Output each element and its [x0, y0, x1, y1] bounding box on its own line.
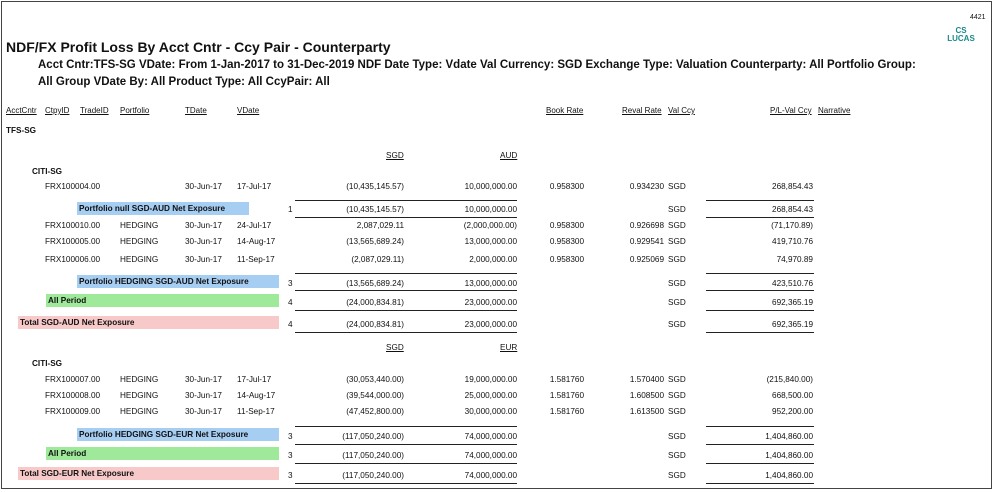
- col-header-reval-rate: Reval Rate: [622, 106, 662, 115]
- subtotal-amount-ccy1: (117,050,240.00): [342, 432, 404, 441]
- subtotal-rule: [706, 290, 814, 291]
- trade-id: FRX100004.00: [45, 182, 101, 191]
- counterparty-label: CITI-SG: [32, 359, 63, 368]
- all-period-amount-ccy2: 23,000,000.00: [464, 298, 517, 307]
- subtotal-label: Portfolio HEDGING SGD-AUD Net Exposure: [79, 277, 249, 286]
- amount-ccy1: (10,435,145.57): [346, 182, 404, 191]
- ccy2-header: AUD: [500, 151, 518, 160]
- val-ccy: SGD: [668, 391, 686, 400]
- total-pl: 692,365.19: [772, 320, 813, 329]
- total-amount-ccy2: 23,000,000.00: [464, 320, 517, 329]
- value-date: 11-Sep-17: [237, 255, 275, 264]
- trade-id: FRX100006.00: [45, 255, 101, 264]
- all-period-val-ccy: SGD: [668, 451, 686, 460]
- subtotal-val-ccy: SGD: [668, 279, 686, 288]
- col-header-acctcntr: AcctCntr: [6, 106, 37, 115]
- subtotal-pl: 423,510.76: [772, 279, 813, 288]
- amount-ccy1: (39,544,000.00): [346, 391, 404, 400]
- counterparty-label: CITI-SG: [32, 167, 63, 176]
- logo-line1: CS: [955, 26, 967, 35]
- logo-line2: LUCAS: [947, 34, 975, 43]
- subtotal-pl: 268,854.43: [772, 205, 813, 214]
- reval-rate: 0.934230: [629, 182, 664, 191]
- subtotal-amount-ccy1: (13,565,689.24): [346, 279, 404, 288]
- amount-ccy2: (2,000,000.00): [463, 221, 517, 230]
- all-period-val-ccy: SGD: [668, 298, 686, 307]
- page-number: 4421: [970, 14, 986, 21]
- val-ccy: SGD: [668, 255, 686, 264]
- all-period-pl: 692,365.19: [772, 298, 813, 307]
- all-period-label: All Period: [48, 449, 87, 458]
- reval-rate: 0.926698: [629, 221, 664, 230]
- value-date: 14-Aug-17: [237, 237, 276, 246]
- amount-ccy2: 19,000,000.00: [464, 375, 517, 384]
- reval-rate: 1.608500: [629, 391, 664, 400]
- company-logo: [942, 27, 980, 43]
- report-subtitle-line1: Acct Cntr:TFS-SG VDate: From 1-Jan-2017 to 31-Dec-2019 NDF Date Type: Vdate Val Currency: SGD Exchange Type: Valuation Counterparty: All Portfolio Group:: [38, 59, 916, 71]
- subtotal-rule: [706, 483, 814, 484]
- col-header-narrative: Narrative: [818, 106, 851, 115]
- reval-rate: 1.613500: [629, 407, 664, 416]
- subtotal-count: 1: [288, 205, 293, 214]
- portfolio: HEDGING: [120, 221, 159, 230]
- trade-date: 30-Jun-17: [185, 182, 222, 191]
- subtotal-rule: [295, 332, 517, 333]
- amount-ccy1: (30,053,440.00): [346, 375, 404, 384]
- trade-id: FRX100005.00: [45, 237, 101, 246]
- subtotal-rule: [706, 332, 814, 333]
- amount-ccy1: (2,087,029.11): [351, 255, 404, 264]
- report-subtitle-line2: All Group VDate By: All Product Type: All CcyPair: All: [38, 76, 330, 88]
- subtotal-amount-ccy1: (10,435,145.57): [346, 205, 404, 214]
- col-header-tradeid: TradeID: [80, 106, 109, 115]
- pl-value: 952,200.00: [772, 407, 813, 416]
- col-header-ctpyid: CtpyID: [45, 106, 70, 115]
- total-label: Total SGD-AUD Net Exposure: [20, 318, 135, 327]
- subtotal-rule: [706, 273, 814, 274]
- subtotal-amount-ccy2: 13,000,000.00: [464, 279, 517, 288]
- trade-id: FRX100007.00: [45, 375, 101, 384]
- subtotal-rule: [295, 217, 517, 218]
- ccy2-header: EUR: [500, 343, 518, 352]
- book-rate: 1.581760: [549, 375, 584, 384]
- amount-ccy1: (13,565,689.24): [346, 237, 404, 246]
- value-date: 11-Sep-17: [237, 407, 275, 416]
- all-period-label: All Period: [48, 296, 87, 305]
- col-header-val-ccy: Val Ccy: [668, 106, 695, 115]
- total-amount-ccy1: (117,050,240.00): [342, 471, 404, 480]
- val-ccy: SGD: [668, 182, 686, 191]
- amount-ccy1: (47,452,800.00): [346, 407, 404, 416]
- subtotal-rule: [706, 200, 814, 201]
- trade-date: 30-Jun-17: [185, 391, 222, 400]
- amount-ccy2: 30,000,000.00: [464, 407, 517, 416]
- subtotal-rule: [706, 463, 814, 464]
- reval-rate: 1.570400: [629, 375, 664, 384]
- reval-rate: 0.929541: [629, 237, 664, 246]
- trade-date: 30-Jun-17: [185, 237, 222, 246]
- trade-date: 30-Jun-17: [185, 221, 222, 230]
- subtotal-rule: [706, 426, 814, 427]
- reval-rate: 0.925069: [629, 255, 664, 264]
- subtotal-label: Portfolio HEDGING SGD-EUR Net Exposure: [79, 430, 249, 439]
- portfolio: HEDGING: [120, 391, 159, 400]
- amount-ccy2: 25,000,000.00: [464, 391, 517, 400]
- subtotal-rule: [295, 444, 517, 445]
- total-count: 3: [288, 471, 293, 480]
- col-header-vdate: VDate: [237, 106, 260, 115]
- subtotal-rule: [295, 273, 517, 274]
- subtotal-val-ccy: SGD: [668, 205, 686, 214]
- subtotal-count: 3: [288, 279, 293, 288]
- book-rate: 1.581760: [549, 407, 584, 416]
- report-title: NDF/FX Profit Loss By Acct Cntr - Ccy Pair - Counterparty: [6, 39, 391, 55]
- col-header-portfolio: Portfolio: [120, 106, 150, 115]
- subtotal-rule: [295, 426, 517, 427]
- trade-date: 30-Jun-17: [185, 407, 222, 416]
- col-header-tdate: TDate: [185, 106, 207, 115]
- trade-id: FRX100009.00: [45, 407, 101, 416]
- portfolio: HEDGING: [120, 237, 159, 246]
- all-period-count: 4: [288, 298, 293, 307]
- acct-cntr-label: TFS-SG: [6, 126, 37, 135]
- subtotal-amount-ccy2: 10,000,000.00: [464, 205, 517, 214]
- pl-value: (215,840.00): [766, 375, 813, 384]
- value-date: 24-Jul-17: [237, 221, 272, 230]
- subtotal-rule: [295, 483, 517, 484]
- portfolio: HEDGING: [120, 407, 159, 416]
- portfolio: HEDGING: [120, 375, 159, 384]
- pl-value: 74,970.89: [776, 255, 813, 264]
- subtotal-rule: [295, 290, 517, 291]
- all-period-count: 3: [288, 451, 293, 460]
- pl-value: (71,170.89): [771, 221, 813, 230]
- total-val-ccy: SGD: [668, 471, 686, 480]
- book-rate: 0.958300: [549, 221, 584, 230]
- val-ccy: SGD: [668, 407, 686, 416]
- subtotal-pl: 1,404,860.00: [765, 432, 813, 441]
- book-rate: 0.958300: [549, 237, 584, 246]
- value-date: 14-Aug-17: [237, 391, 276, 400]
- total-amount-ccy1: (24,000,834.81): [346, 320, 404, 329]
- book-rate: 1.581760: [549, 391, 584, 400]
- book-rate: 0.958300: [549, 182, 584, 191]
- trade-id: FRX100008.00: [45, 391, 101, 400]
- total-val-ccy: SGD: [668, 320, 686, 329]
- col-header-book-rate: Book Rate: [546, 106, 584, 115]
- total-amount-ccy2: 74,000,000.00: [464, 471, 517, 480]
- val-ccy: SGD: [668, 375, 686, 384]
- subtotal-rule: [706, 444, 814, 445]
- amount-ccy2: 2,000,000.00: [469, 255, 517, 264]
- trade-date: 30-Jun-17: [185, 255, 222, 264]
- all-period-amount-ccy2: 74,000,000.00: [464, 451, 517, 460]
- all-period-pl: 1,404,860.00: [765, 451, 813, 460]
- subtotal-rule: [706, 217, 814, 218]
- all-period-amount-ccy1: (24,000,834.81): [346, 298, 404, 307]
- subtotal-rule: [295, 310, 517, 311]
- total-label: Total SGD-EUR Net Exposure: [20, 469, 135, 478]
- pl-value: 268,854.43: [772, 182, 813, 191]
- amount-ccy1: 2,087,029.11: [356, 221, 404, 230]
- value-date: 17-Jul-17: [237, 182, 272, 191]
- subtotal-val-ccy: SGD: [668, 432, 686, 441]
- col-header-pl-val-ccy: P/L-Val Ccy: [770, 106, 812, 115]
- book-rate: 0.958300: [549, 255, 584, 264]
- pl-value: 419,710.76: [772, 237, 813, 246]
- amount-ccy2: 13,000,000.00: [464, 237, 517, 246]
- value-date: 17-Jul-17: [237, 375, 272, 384]
- portfolio: HEDGING: [120, 255, 159, 264]
- trade-id: FRX100010.00: [45, 221, 101, 230]
- val-ccy: SGD: [668, 221, 686, 230]
- total-pl: 1,404,860.00: [765, 471, 813, 480]
- subtotal-label: Portfolio null SGD-AUD Net Exposure: [79, 204, 226, 213]
- subtotal-rule: [295, 200, 517, 201]
- trade-date: 30-Jun-17: [185, 375, 222, 384]
- ccy1-header: SGD: [386, 151, 404, 160]
- val-ccy: SGD: [668, 237, 686, 246]
- total-count: 4: [288, 320, 293, 329]
- subtotal-count: 3: [288, 432, 293, 441]
- subtotal-rule: [706, 310, 814, 311]
- amount-ccy2: 10,000,000.00: [464, 182, 517, 191]
- pl-value: 668,500.00: [772, 391, 813, 400]
- all-period-amount-ccy1: (117,050,240.00): [342, 451, 404, 460]
- subtotal-rule: [295, 463, 517, 464]
- subtotal-amount-ccy2: 74,000,000.00: [464, 432, 517, 441]
- ccy1-header: SGD: [386, 343, 404, 352]
